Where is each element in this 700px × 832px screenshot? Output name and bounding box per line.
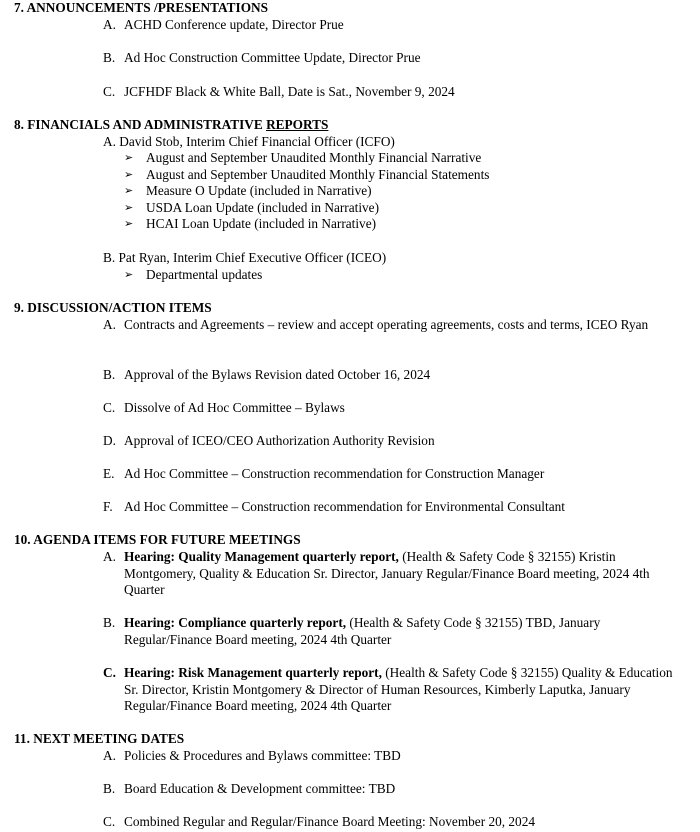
- section-future-items: [14, 532, 686, 549]
- item-letter: B.: [103, 615, 116, 630]
- bullet-text: August and September Unaudited Monthly Financial Statements: [146, 166, 490, 182]
- item-letter: E.: [103, 466, 115, 481]
- item-rest-text: (Health & Safety Code § 32155) Quality & Education Sr. Director, Kristin Montgomery & Director of Human Resources, Kimberly Laputka, January Regular/Finance Board meeting, 2024 4th Quarter: [124, 665, 673, 713]
- item-rest-text: (Health & Safety Code § 32155) TBD, January Regular/Finance Board meeting, 2024 4th Quarter: [124, 615, 601, 647]
- item-letter: B.: [103, 50, 116, 65]
- item-text: Ad Hoc Committee – Construction recommendation for Construction Manager: [124, 466, 545, 481]
- item-letter: B.: [103, 781, 116, 796]
- item-text: JCFHDF Black & White Ball, Date is Sat., November 9, 2024: [124, 84, 455, 99]
- item-letter: D.: [103, 433, 116, 448]
- bullet-text: HCAI Loan Update (included in Narrative): [146, 216, 377, 231]
- section-title: 9. DISCUSSION/ACTION ITEMS: [14, 300, 212, 315]
- item-text: Approval of ICEO/CEO Authorization Authority Revision: [124, 433, 435, 448]
- bullet-text: August and September Unaudited Monthly Financial Narrative: [146, 150, 482, 165]
- item-text: Dissolve of Ad Hoc Committee – Bylaws: [124, 400, 345, 415]
- item-rest-text: (Health & Safety Code § 32155) Kristin Montgomery, Quality & Education Sr. Director, January Regular/Finance Board meeting, 2024 4th Quarter: [124, 549, 650, 597]
- section-announcements: [14, 0, 686, 17]
- item-letter: F.: [103, 499, 113, 514]
- section-financials: [14, 117, 686, 134]
- section-title: [14, 117, 686, 134]
- arrow-bullet-icon: ➢: [124, 268, 134, 281]
- section-title: 11. NEXT MEETING DATES: [14, 731, 185, 746]
- arrow-bullet-icon: ➢: [124, 184, 134, 197]
- bullet-text: Departmental updates: [146, 267, 263, 282]
- section-title-underlined: REPORTS: [266, 117, 329, 132]
- item-text: [124, 665, 687, 715]
- section-title-text: 8. FINANCIALS AND ADMINISTRATIVE: [14, 117, 267, 132]
- item-letter: A.: [103, 17, 116, 32]
- item-letter: A.: [103, 748, 116, 763]
- section-discussion: [14, 300, 686, 317]
- arrow-bullet-icon: ➢: [124, 200, 134, 214]
- subsection-head: A. David Stob, Interim Chief Financial Officer (ICFO): [103, 134, 395, 149]
- item-text: Combined Regular and Regular/Finance Board Meeting: November 20, 2024: [124, 814, 536, 829]
- item-text: Approval of the Bylaws Revision dated October 16, 2024: [124, 367, 431, 382]
- bullet-text: USDA Loan Update (included in Narrative): [146, 199, 379, 215]
- item-bold-text: Hearing: Risk Management quarterly report,: [124, 665, 382, 680]
- item-letter: B.: [103, 367, 116, 382]
- item-letter: C.: [103, 84, 116, 99]
- item-text: Ad Hoc Construction Committee Update, Director Prue: [124, 50, 421, 65]
- item-letter: C.: [103, 665, 116, 680]
- item-text: Ad Hoc Committee – Construction recommendation for Environmental Consultant: [124, 499, 565, 514]
- item-text: Board Education & Development committee: TBD: [124, 781, 396, 796]
- bullet-text: Measure O Update (included in Narrative): [146, 183, 372, 198]
- item-text: Policies & Procedures and Bylaws committee: TBD: [124, 748, 401, 763]
- item-text: ACHD Conference update, Director Prue: [124, 17, 344, 32]
- item-letter: C.: [103, 814, 116, 829]
- section-title: 7. ANNOUNCEMENTS /PRESENTATIONS: [14, 0, 269, 15]
- item-bold-text: Hearing: Quality Management quarterly report,: [124, 549, 399, 564]
- subsection-head: B. Pat Ryan, Interim Chief Executive Officer (ICEO): [103, 250, 387, 265]
- item-letter: A.: [103, 317, 116, 332]
- item-text: [124, 615, 687, 648]
- item-letter: A.: [103, 549, 116, 564]
- arrow-bullet-icon: ➢: [124, 167, 134, 181]
- arrow-bullet-icon: ➢: [124, 217, 134, 230]
- section-next-meetings: [14, 731, 686, 748]
- arrow-bullet-icon: ➢: [124, 151, 134, 164]
- item-bold-text: Hearing: Compliance quarterly report,: [124, 615, 347, 630]
- item-text: [124, 549, 687, 599]
- section-title: 10. AGENDA ITEMS FOR FUTURE MEETINGS: [14, 532, 301, 547]
- item-letter: C.: [103, 400, 116, 415]
- item-text: Contracts and Agreements – review and accept operating agreements, costs and terms, ICEO Ryan: [124, 317, 649, 332]
